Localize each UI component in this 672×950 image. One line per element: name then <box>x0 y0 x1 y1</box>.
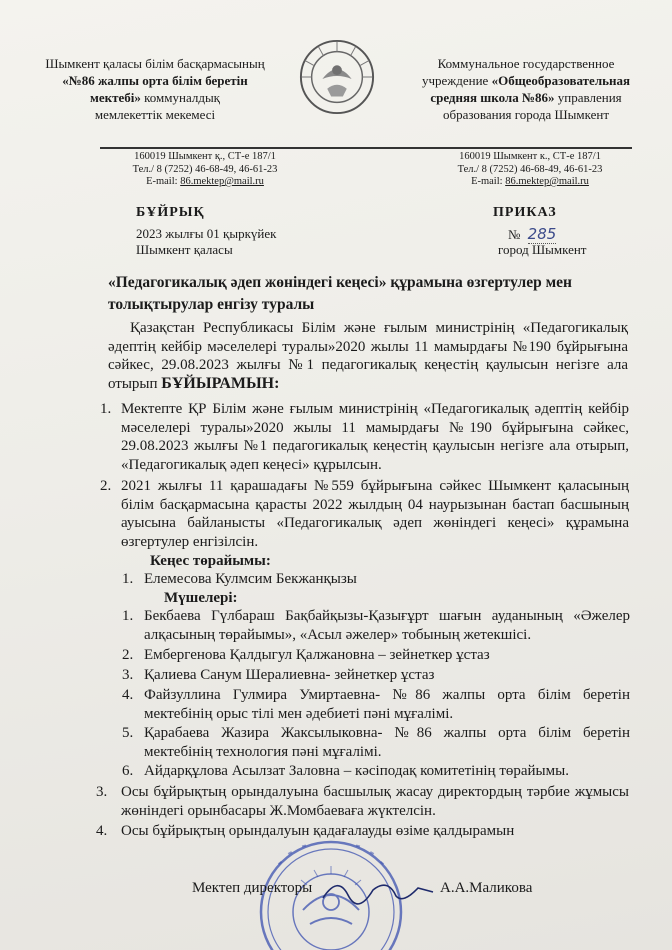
address-left-email-link[interactable]: 86.mektep@mail.ru <box>180 176 264 187</box>
item-1-text: Мектепте ҚР Білім және ғылым министрінің «Педагогикалық әдептің кейбір мәселелері туралы»2020 жылы 11 мамырдағы №190 бұйрығына сәйкес, 29.08.2023 жылғы №1 педагогикалық кеңестің қаулысын негізге ала отырып, «Педагогикалық әдеп кеңесі» құрылсын. <box>121 401 629 473</box>
member-5-text: Қарабаева Жазира Жаксылыковна- №86 жалпы орта білім беретін мектебінің технология пәні мұғалімі. <box>144 725 630 760</box>
header-left-line2: «№86 жалпы орта білім беретін <box>62 73 248 88</box>
header-right-line2-bold: «Общеобразовательная <box>491 73 631 88</box>
header-left-line4: мемлекеттік мекемесі <box>94 107 216 122</box>
member-6-number: 6. <box>122 763 134 779</box>
item-2-text: 2021 жылғы 11 қарашадағы №559 бұйрығына сәйкес Шымкент қаласының білім басқармасына қарасты 2022 жылдың 04 наурызынан бастап басшының ауысына байланысты «Педагогикалық әдеп жөніндегі кеңесі» құрамына өзгертулер енгізілсін. <box>121 478 629 550</box>
member-1-number: 1. <box>122 608 134 624</box>
header-right-line3-bold: средняя школа №86» <box>430 90 555 105</box>
item-4-number: 4. <box>96 823 108 839</box>
member-3-number: 3. <box>122 667 134 683</box>
member-1-text: Бекбаева Гүлбараш Бақбайқызы-Қазығұрт шағын ауданының «Әжелер алқасының төрайымы», «Асыл әжелер» тобының жетекшісі. <box>144 608 630 643</box>
address-right-line1: 160019 Шымкент к., СТ-е 187/1 <box>459 151 601 162</box>
address-right-line2: Тел./ 8 (7252) 46-68-49, 46-61-23 <box>457 163 603 175</box>
signature-name: А.А.Маликова <box>440 880 533 896</box>
member-5-number: 5. <box>122 725 134 741</box>
address-right <box>430 151 630 189</box>
member-2-number: 2. <box>122 647 134 663</box>
header-right <box>392 55 660 123</box>
state-emblem-icon <box>298 38 376 116</box>
member-4-text: Файзуллина Гулмира Умиртаевна- №86 жалпы орта білім беретін мектебінің орыс тілі мен әдебиеті пәні мұғалімі. <box>144 687 630 722</box>
header-right-line1: Коммунальное государственное <box>437 56 615 71</box>
member-2-text: Ембергенова Қалдыгул Қалжановна – зейнеткер ұстаз <box>144 647 490 663</box>
council-head-label: Кеңес төрайымы: <box>150 553 271 569</box>
order-title-ru: ПРИКАЗ <box>493 205 557 220</box>
director-signature-icon <box>318 870 438 910</box>
header-right-line2-pre: учреждение <box>421 73 492 88</box>
item-3-number: 3. <box>96 784 108 800</box>
header-right-line4: образования города Шымкент <box>442 107 610 122</box>
signature-position: Мектеп директоры <box>192 880 313 896</box>
member-4-number: 4. <box>122 687 134 703</box>
order-title-kz: БҰЙРЫҚ <box>136 205 205 220</box>
address-left-line2: Тел./ 8 (7252) 46-68-49, 46-61-23 <box>132 163 278 175</box>
item-4-text: Осы бұйрықтың орындалуын қадағалауды өзіме қалдырамын <box>121 823 515 839</box>
council-head-name: Елемесова Кулмсим Бекжанқызы <box>144 571 357 587</box>
order-date-kz: 2023 жылғы 01 қыркүйек <box>136 226 277 241</box>
item-3-text: Осы бұйрықтың орындалуына басшылық жасау директордың тәрбие жұмысы жөніндегі орынбасары Ж.Момбаеваға жүктелсін. <box>121 784 629 819</box>
header-right-line3-rest: управления <box>554 90 622 105</box>
address-right-email-label: E-mail: <box>471 176 506 187</box>
member-6-text: Айдарқұлова Асылзат Заловна – кәсіподақ комитетінің төрайымы. <box>144 763 569 779</box>
header-left-line3-rest: коммуналдық <box>140 90 220 105</box>
members-label: Мүшелері: <box>164 590 238 606</box>
order-number <box>508 226 556 243</box>
header-left <box>30 55 280 123</box>
order-city-kz: Шымкент қаласы <box>136 242 233 257</box>
intro-paragraph <box>108 319 628 393</box>
item-1-number: 1. <box>100 401 112 417</box>
header-left-line3-bold: мектебі» <box>90 90 141 105</box>
order-number-value: 285 <box>527 225 557 243</box>
order-city-ru: город Шымкент <box>498 242 587 257</box>
address-left-email-label: E-mail: <box>146 176 181 187</box>
address-left-line1: 160019 Шымкент қ., СТ-е 187/1 <box>134 151 276 162</box>
intro-text: Қазақстан Республикасы Білім және ғылым министрінің «Педагогикалық әдептің кейбір мәселелері туралы»2020 жылы 11 мамырдағы №190 бұйрығына сәйкес, 29.08.2023 жылғы №1 педагогикалық кеңестің қаулысын негізге ала отырып <box>108 320 628 392</box>
intro-order-word: БҰЙЫРАМЫН: <box>161 374 280 392</box>
order-number-label: № <box>508 227 521 242</box>
address-left <box>105 151 305 189</box>
document-title: «Педагогикалық әдеп жөніндегі кеңесі» құрамына өзгертулер мен толықтырулар енгізу туралы <box>108 274 572 313</box>
item-2-number: 2. <box>100 478 112 494</box>
council-head-number: 1. <box>122 571 134 587</box>
header-left-line1: Шымкент қаласы білім басқармасының <box>45 56 265 71</box>
address-right-email-link[interactable]: 86.mektep@mail.ru <box>505 176 589 187</box>
header-divider <box>100 147 632 149</box>
member-3-text: Қалиева Санум Шералиевна- зейнеткер ұстаз <box>144 667 435 683</box>
